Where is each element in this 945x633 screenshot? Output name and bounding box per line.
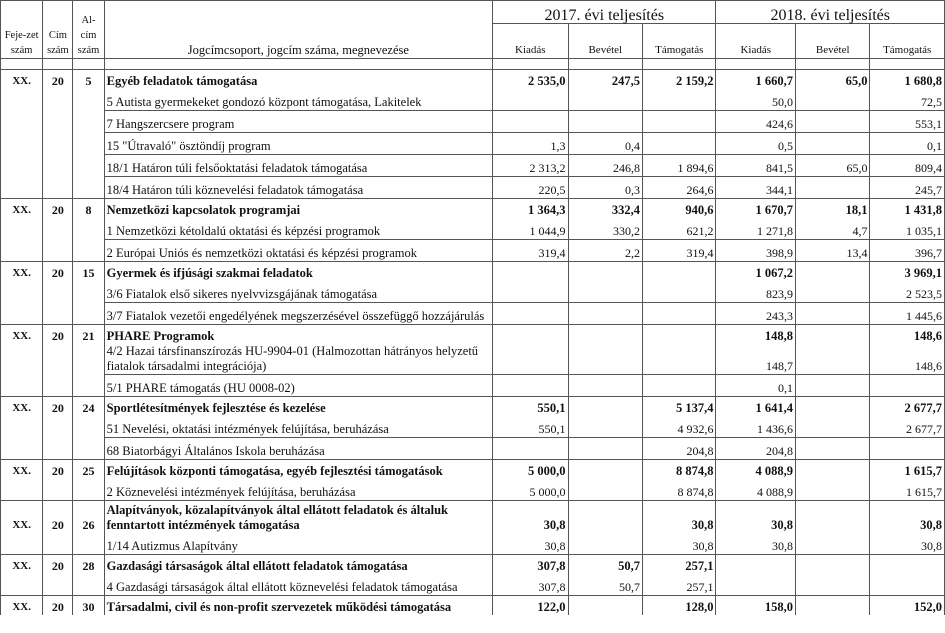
value-2018-tamogatas: 1 680,8 [870, 70, 945, 90]
alcim-cell [73, 281, 104, 303]
cim-cell [43, 344, 73, 375]
value-2017-bevetel [568, 438, 642, 460]
value-2018-kiadas: 344,1 [716, 177, 796, 199]
value-2017-bevetel [568, 325, 642, 345]
value-2017-tamogatas: 204,8 [643, 438, 716, 460]
fejezet-cell: XX. [1, 70, 43, 90]
value-2018-tamogatas: 553,1 [870, 111, 945, 133]
value-2018-bevetel [795, 397, 869, 417]
value-2018-tamogatas [870, 574, 945, 596]
value-2017-bevetel: 2,2 [568, 240, 642, 262]
value-2018-bevetel [795, 596, 869, 616]
group-row [1, 397, 945, 417]
fejezet-cell: XX. [1, 596, 43, 616]
value-2018-kiadas: 424,6 [716, 111, 796, 133]
alcim-cell [73, 218, 104, 240]
value-2017-kiadas: 1,3 [493, 133, 568, 155]
group-name: Gyermek és ifjúsági szakmai feladatok [104, 262, 492, 282]
value-2017-kiadas [493, 325, 568, 345]
value-2017-bevetel [568, 344, 642, 375]
value-2018-kiadas: 1 660,7 [716, 70, 796, 90]
value-2017-bevetel [568, 501, 642, 534]
cim-cell: 20 [43, 70, 73, 90]
value-2018-bevetel [795, 344, 869, 375]
fejezet-cell: XX. [1, 262, 43, 282]
value-2018-tamogatas [870, 438, 945, 460]
alcim-cell: 15 [73, 262, 104, 282]
cim-cell [43, 533, 73, 555]
value-2018-tamogatas: 1 615,7 [870, 460, 945, 480]
group-row [1, 325, 945, 345]
value-2018-kiadas: 398,9 [716, 240, 796, 262]
alcim-cell: 28 [73, 555, 104, 575]
value-2018-bevetel [795, 375, 869, 397]
cim-cell [43, 111, 73, 133]
value-2017-tamogatas [643, 89, 716, 111]
fejezet-cell [1, 344, 43, 375]
value-2018-kiadas: 4 088,9 [716, 460, 796, 480]
fejezet-cell [1, 111, 43, 133]
value-2018-tamogatas: 1 035,1 [870, 218, 945, 240]
value-2017-bevetel [568, 303, 642, 325]
alcim-cell [73, 89, 104, 111]
table-body [1, 59, 945, 616]
value-2017-kiadas [493, 111, 568, 133]
value-2017-kiadas: 2 313,2 [493, 155, 568, 177]
fejezet-cell [1, 303, 43, 325]
header-2018-tamogatas: Támogatás [870, 24, 945, 59]
value-2017-tamogatas: 1 894,6 [643, 155, 716, 177]
value-2018-tamogatas: 2 523,5 [870, 281, 945, 303]
value-2017-tamogatas [643, 133, 716, 155]
group-row [1, 262, 945, 282]
value-2017-kiadas [493, 281, 568, 303]
cim-cell: 20 [43, 262, 73, 282]
value-2018-bevetel [795, 479, 869, 501]
group-name: Társadalmi, civil és non-profit szervezetek működési támogatása [104, 596, 492, 616]
header-alcim: Al-cím szám [73, 1, 104, 59]
value-2018-tamogatas: 0,1 [870, 133, 945, 155]
fejezet-cell [1, 89, 43, 111]
value-2018-kiadas [716, 574, 796, 596]
value-2018-tamogatas: 809,4 [870, 155, 945, 177]
value-2017-bevetel [568, 375, 642, 397]
value-2018-tamogatas: 2 677,7 [870, 416, 945, 438]
alcim-cell: 25 [73, 460, 104, 480]
item-name: 18/4 Határon túli köznevelési feladatok támogatása [104, 177, 492, 199]
value-2018-kiadas: 1 641,4 [716, 397, 796, 417]
alcim-cell [73, 438, 104, 460]
value-2017-bevetel [568, 89, 642, 111]
value-2017-kiadas: 5 000,0 [493, 460, 568, 480]
cim-cell [43, 438, 73, 460]
cim-cell: 20 [43, 397, 73, 417]
fejezet-cell [1, 218, 43, 240]
fejezet-cell: XX. [1, 555, 43, 575]
value-2017-tamogatas: 128,0 [643, 596, 716, 616]
value-2017-tamogatas [643, 111, 716, 133]
group-name: Alapítványok, közalapítványok által ellátott feladatok és általuk fenntartott intézmények támogatása [104, 501, 492, 534]
value-2018-bevetel [795, 460, 869, 480]
value-2017-bevetel [568, 460, 642, 480]
item-name: 3/6 Fiatalok első sikeres nyelvvizsgájának támogatása [104, 281, 492, 303]
alcim-cell: 26 [73, 501, 104, 534]
cim-cell [43, 218, 73, 240]
value-2018-tamogatas: 1 615,7 [870, 479, 945, 501]
fejezet-cell: XX. [1, 199, 43, 219]
value-2018-bevetel [795, 574, 869, 596]
value-2018-kiadas: 158,0 [716, 596, 796, 616]
value-2018-kiadas: 0,5 [716, 133, 796, 155]
value-2017-tamogatas: 257,1 [643, 555, 716, 575]
fejezet-cell [1, 438, 43, 460]
value-2017-kiadas [493, 375, 568, 397]
value-2018-bevetel [795, 89, 869, 111]
value-2018-tamogatas [870, 375, 945, 397]
item-row [1, 303, 945, 325]
cim-cell [43, 89, 73, 111]
value-2018-tamogatas: 3 969,1 [870, 262, 945, 282]
item-row [1, 240, 945, 262]
value-2018-kiadas: 50,0 [716, 89, 796, 111]
value-2017-tamogatas: 940,6 [643, 199, 716, 219]
cim-cell: 20 [43, 460, 73, 480]
fejezet-cell [1, 574, 43, 596]
item-row [1, 574, 945, 596]
value-2017-kiadas [493, 262, 568, 282]
value-2018-kiadas: 1 670,7 [716, 199, 796, 219]
header-fejezet: Feje-zet szám [1, 1, 43, 59]
header-2018-kiadas: Kiadás [716, 24, 796, 59]
value-2018-tamogatas: 72,5 [870, 89, 945, 111]
value-2017-bevetel: 50,7 [568, 574, 642, 596]
value-2017-bevetel: 246,8 [568, 155, 642, 177]
value-2018-kiadas: 4 088,9 [716, 479, 796, 501]
alcim-cell [73, 375, 104, 397]
value-2018-bevetel [795, 533, 869, 555]
alcim-cell: 24 [73, 397, 104, 417]
value-2017-kiadas: 122,0 [493, 596, 568, 616]
header-2017-bevetel: Bevétel [568, 24, 642, 59]
value-2018-tamogatas: 2 677,7 [870, 397, 945, 417]
cim-cell [43, 574, 73, 596]
item-row [1, 111, 945, 133]
cim-cell: 20 [43, 555, 73, 575]
cim-cell: 20 [43, 325, 73, 345]
value-2017-bevetel: 0,4 [568, 133, 642, 155]
value-2017-bevetel: 330,2 [568, 218, 642, 240]
value-2017-tamogatas: 5 137,4 [643, 397, 716, 417]
fejezet-cell [1, 533, 43, 555]
fejezet-cell: XX. [1, 397, 43, 417]
value-2018-kiadas: 148,8 [716, 325, 796, 345]
item-name: 1/14 Autizmus Alapítvány [104, 533, 492, 555]
cim-cell [43, 303, 73, 325]
group-row [1, 70, 945, 90]
fejezet-cell: XX. [1, 501, 43, 534]
item-name: 4 Gazdasági társaságok által ellátott köznevelési feladatok támogatása [104, 574, 492, 596]
alcim-cell [73, 155, 104, 177]
value-2017-kiadas: 1 044,9 [493, 218, 568, 240]
alcim-cell [73, 177, 104, 199]
value-2017-tamogatas [643, 303, 716, 325]
item-name: 2 Európai Uniós és nemzetközi oktatási és képzési programok [104, 240, 492, 262]
cim-cell: 20 [43, 199, 73, 219]
value-2017-bevetel [568, 281, 642, 303]
value-2017-tamogatas: 257,1 [643, 574, 716, 596]
item-row [1, 533, 945, 555]
value-2018-tamogatas: 1 445,6 [870, 303, 945, 325]
value-2017-kiadas: 2 535,0 [493, 70, 568, 90]
value-2017-tamogatas: 4 932,6 [643, 416, 716, 438]
item-name: 4/2 Hazai társfinanszírozás HU-9904-01 (Halmozottan hátrányos helyzetű fiatalok társadalmi integrációja) [104, 344, 492, 375]
value-2017-kiadas: 220,5 [493, 177, 568, 199]
group-name: Sportlétesítmények fejlesztése és kezelése [104, 397, 492, 417]
item-name: 1 Nemzetközi kétoldalú oktatási és képzési programok [104, 218, 492, 240]
value-2017-bevetel [568, 596, 642, 616]
value-2018-bevetel [795, 555, 869, 575]
header-name: Jogcímcsoport, jogcím száma, megnevezése [104, 1, 492, 59]
item-name: 5/1 PHARE támogatás (HU 0008-02) [104, 375, 492, 397]
value-2017-bevetel: 0,3 [568, 177, 642, 199]
value-2017-bevetel: 247,5 [568, 70, 642, 90]
group-name: Nemzetközi kapcsolatok programjai [104, 199, 492, 219]
header-2017-kiadas: Kiadás [493, 24, 568, 59]
value-2017-kiadas: 30,8 [493, 501, 568, 534]
item-name: 5 Autista gyermekeket gondozó központ támogatása, Lakitelek [104, 89, 492, 111]
value-2017-tamogatas [643, 375, 716, 397]
group-row [1, 596, 945, 616]
cim-cell [43, 375, 73, 397]
alcim-cell [73, 479, 104, 501]
alcim-cell [73, 574, 104, 596]
alcim-cell [73, 111, 104, 133]
value-2018-bevetel [795, 281, 869, 303]
value-2018-tamogatas: 148,6 [870, 344, 945, 375]
cim-cell [43, 133, 73, 155]
value-2017-kiadas: 550,1 [493, 416, 568, 438]
value-2017-tamogatas: 264,6 [643, 177, 716, 199]
value-2018-kiadas: 148,7 [716, 344, 796, 375]
item-row [1, 479, 945, 501]
value-2017-bevetel [568, 479, 642, 501]
alcim-cell [73, 303, 104, 325]
value-2018-tamogatas: 148,6 [870, 325, 945, 345]
value-2018-tamogatas: 152,0 [870, 596, 945, 616]
alcim-cell [73, 133, 104, 155]
value-2018-bevetel: 65,0 [795, 155, 869, 177]
value-2018-bevetel [795, 501, 869, 534]
value-2018-bevetel [795, 303, 869, 325]
value-2018-kiadas: 823,9 [716, 281, 796, 303]
value-2018-kiadas: 1 271,8 [716, 218, 796, 240]
value-2017-bevetel [568, 397, 642, 417]
value-2017-tamogatas [643, 344, 716, 375]
value-2018-bevetel: 65,0 [795, 70, 869, 90]
group-name: Felújítások központi támogatása, egyéb fejlesztési támogatások [104, 460, 492, 480]
value-2017-tamogatas: 8 874,8 [643, 460, 716, 480]
value-2018-tamogatas: 1 431,8 [870, 199, 945, 219]
group-row [1, 199, 945, 219]
value-2018-bevetel [795, 438, 869, 460]
value-2017-kiadas [493, 344, 568, 375]
value-2018-bevetel [795, 325, 869, 345]
alcim-cell [73, 533, 104, 555]
spacer-row [1, 59, 945, 70]
item-row [1, 89, 945, 111]
group-name: Gazdasági társaságok által ellátott feladatok támogatása [104, 555, 492, 575]
value-2017-tamogatas: 2 159,2 [643, 70, 716, 90]
value-2017-bevetel [568, 416, 642, 438]
value-2017-kiadas: 307,8 [493, 555, 568, 575]
value-2018-kiadas [716, 555, 796, 575]
value-2017-kiadas: 319,4 [493, 240, 568, 262]
value-2018-bevetel: 13,4 [795, 240, 869, 262]
cim-cell [43, 155, 73, 177]
fejezet-cell [1, 479, 43, 501]
value-2018-bevetel: 4,7 [795, 218, 869, 240]
alcim-cell: 8 [73, 199, 104, 219]
cim-cell: 20 [43, 501, 73, 534]
item-row [1, 155, 945, 177]
item-row [1, 416, 945, 438]
item-name: 3/7 Fiatalok vezetői engedélyének megszerzésével összefüggő hozzájárulás [104, 303, 492, 325]
alcim-cell: 21 [73, 325, 104, 345]
group-row [1, 555, 945, 575]
item-row [1, 133, 945, 155]
value-2018-kiadas: 204,8 [716, 438, 796, 460]
fejezet-cell: XX. [1, 325, 43, 345]
value-2017-kiadas: 550,1 [493, 397, 568, 417]
item-row [1, 281, 945, 303]
value-2018-tamogatas: 396,7 [870, 240, 945, 262]
alcim-cell: 30 [73, 596, 104, 616]
value-2017-tamogatas [643, 325, 716, 345]
header-cim: Cím szám [43, 1, 73, 59]
fejezet-cell [1, 416, 43, 438]
item-name: 18/1 Határon túli felsőoktatási feladatok támogatása [104, 155, 492, 177]
value-2017-bevetel [568, 533, 642, 555]
item-name: 2 Köznevelési intézmények felújítása, beruházása [104, 479, 492, 501]
fejezet-cell [1, 177, 43, 199]
fejezet-cell [1, 281, 43, 303]
fejezet-cell [1, 155, 43, 177]
value-2018-bevetel [795, 177, 869, 199]
value-2017-bevetel [568, 111, 642, 133]
fejezet-cell: XX. [1, 460, 43, 480]
cim-cell [43, 281, 73, 303]
value-2017-bevetel: 332,4 [568, 199, 642, 219]
value-2017-tamogatas [643, 281, 716, 303]
fejezet-cell [1, 133, 43, 155]
value-2018-bevetel [795, 111, 869, 133]
value-2018-bevetel [795, 262, 869, 282]
value-2017-tamogatas: 621,2 [643, 218, 716, 240]
fejezet-cell [1, 375, 43, 397]
value-2017-tamogatas: 30,8 [643, 533, 716, 555]
value-2018-kiadas: 1 067,2 [716, 262, 796, 282]
item-name: 51 Nevelési, oktatási intézmények felújítása, beruházása [104, 416, 492, 438]
value-2017-tamogatas [643, 262, 716, 282]
value-2017-kiadas [493, 303, 568, 325]
group-row [1, 460, 945, 480]
value-2018-bevetel [795, 416, 869, 438]
header-year-2018: 2018. évi teljesítés [716, 1, 945, 24]
item-row [1, 344, 945, 375]
alcim-cell [73, 416, 104, 438]
value-2017-kiadas: 1 364,3 [493, 199, 568, 219]
value-2018-bevetel [795, 133, 869, 155]
value-2018-tamogatas: 30,8 [870, 533, 945, 555]
item-name: 7 Hangszercsere program [104, 111, 492, 133]
item-name: 68 Biatorbágyi Általános Iskola beruházása [104, 438, 492, 460]
header-2018-bevetel: Bevétel [795, 24, 869, 59]
value-2018-kiadas: 841,5 [716, 155, 796, 177]
value-2017-kiadas: 307,8 [493, 574, 568, 596]
value-2018-bevetel: 18,1 [795, 199, 869, 219]
value-2017-kiadas [493, 438, 568, 460]
alcim-cell [73, 240, 104, 262]
cim-cell [43, 240, 73, 262]
value-2018-kiadas: 0,1 [716, 375, 796, 397]
group-name: PHARE Programok [104, 325, 492, 345]
value-2017-bevetel: 50,7 [568, 555, 642, 575]
item-row [1, 438, 945, 460]
item-row [1, 218, 945, 240]
value-2017-tamogatas: 319,4 [643, 240, 716, 262]
value-2018-kiadas: 30,8 [716, 533, 796, 555]
value-2017-kiadas: 5 000,0 [493, 479, 568, 501]
value-2018-tamogatas: 30,8 [870, 501, 945, 534]
group-name: Egyéb feladatok támogatása [104, 70, 492, 90]
cim-cell [43, 416, 73, 438]
cim-cell [43, 479, 73, 501]
alcim-cell: 5 [73, 70, 104, 90]
alcim-cell [73, 344, 104, 375]
value-2018-kiadas: 30,8 [716, 501, 796, 534]
value-2017-tamogatas: 30,8 [643, 501, 716, 534]
value-2017-tamogatas: 8 874,8 [643, 479, 716, 501]
header-2017-tamogatas: Támogatás [643, 24, 716, 59]
cim-cell [43, 177, 73, 199]
value-2018-tamogatas [870, 555, 945, 575]
item-row [1, 177, 945, 199]
fejezet-cell [1, 240, 43, 262]
cim-cell: 20 [43, 596, 73, 616]
value-2018-tamogatas: 245,7 [870, 177, 945, 199]
item-row [1, 375, 945, 397]
value-2017-kiadas: 30,8 [493, 533, 568, 555]
header-year-2017: 2017. évi teljesítés [493, 1, 716, 24]
value-2018-kiadas: 243,3 [716, 303, 796, 325]
item-name: 15 "Útravaló" ösztöndíj program [104, 133, 492, 155]
value-2017-bevetel [568, 262, 642, 282]
group-row [1, 501, 945, 534]
value-2018-kiadas: 1 436,6 [716, 416, 796, 438]
value-2017-kiadas [493, 89, 568, 111]
